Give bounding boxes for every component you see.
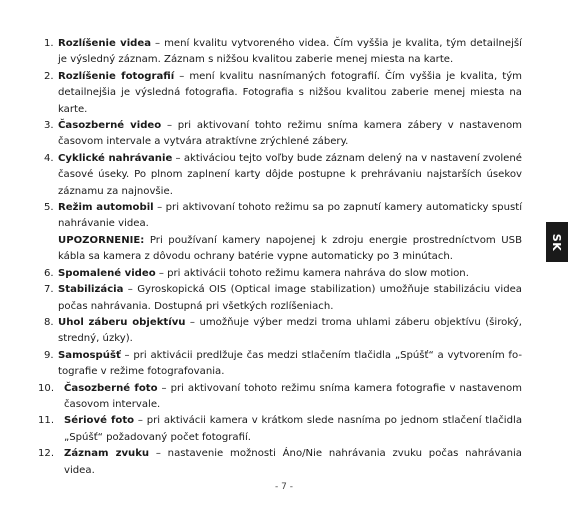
- warning-label: UPOZORNENIE:: [58, 234, 145, 246]
- item-term: Rozlíšenie videa: [58, 38, 152, 49]
- item-term: Režim automobil: [58, 202, 154, 214]
- item-term: Stabilizácia: [58, 284, 124, 296]
- item-number: 5.: [44, 202, 54, 214]
- list-item: [38, 413, 522, 446]
- item-description: – pri aktivovaní tohto režimu sníma kamera zábery v nastavenom časovom intervale a vytvára atraktívne zrýchlené zábery.: [58, 120, 522, 148]
- list-item: [44, 118, 522, 151]
- item-description: – umožňuje výber medzi troma uhlami záberu objektívu (široký, stredný, úzky).: [58, 316, 522, 345]
- item-number: 10.: [38, 382, 55, 394]
- list-item: [44, 36, 522, 69]
- list-item: [44, 266, 522, 282]
- list-item: [38, 446, 522, 479]
- item-number: 12.: [38, 448, 55, 460]
- list-item: [44, 315, 522, 348]
- item-term: Spomalené video: [58, 267, 156, 279]
- warning-text: Pri používaní kamery napojenej k zdroju energie prostredníctvom USB kábla sa kamera z dôvodu ochrany batérie vypne automaticky po 3 minútach.: [58, 234, 522, 263]
- page-number: - 7 -: [275, 482, 293, 492]
- item-description: – pri aktivovaní tohoto režimu sníma kamera fotografie v nastavenom časovom intervale.: [64, 382, 522, 410]
- list-item: [44, 69, 522, 118]
- item-number: 11.: [38, 415, 55, 427]
- item-number: 4.: [44, 152, 54, 164]
- item-description: – pri aktivácii tohoto režimu kamera nahráva do slow motion.: [155, 267, 469, 279]
- item-term: Časozberné foto: [64, 382, 158, 394]
- list-item: [44, 200, 522, 233]
- settings-list: [38, 36, 522, 479]
- item-number: 9.: [44, 349, 54, 361]
- item-number: 2.: [44, 70, 54, 82]
- item-term: Uhol záberu objektívu: [58, 316, 186, 328]
- item-number: 1.: [44, 38, 54, 49]
- list-item: [44, 348, 522, 381]
- item-description: – pri aktivácii predlžuje čas medzi stlačením tlačidla „Spúšť“ a vytvorením fo-tografie v režime fotografovania.: [58, 349, 522, 378]
- item-number: 3.: [44, 120, 54, 132]
- warning-note: [44, 233, 522, 266]
- item-number: 6.: [44, 267, 54, 279]
- item-description: – nastavenie možnosti Áno/Nie nahrávania zvuku počas nahrávania videa.: [64, 448, 522, 476]
- language-code: SK: [550, 233, 564, 251]
- item-term: Rozlíšenie fotografií: [58, 70, 175, 82]
- list-item: [44, 151, 522, 200]
- item-term: Záznam zvuku: [64, 448, 150, 460]
- item-term: Sériové foto: [64, 415, 135, 427]
- item-number: 7.: [44, 284, 54, 296]
- item-description: – pri aktivácii kamera v krátkom slede nasníma po jednom stlačení tlačidla „Spúšť“ požadovaný počet fotografií.: [64, 415, 522, 443]
- list-item: [44, 282, 522, 315]
- item-description: – aktiváciou tejto voľby bude záznam delený na v nastavení zvolené časové úseky. Po plnom zaplnení karty dôjde postupne k prehrávaniu najstarších úsekov záznamu za najnovšie.: [58, 152, 522, 197]
- list-item: [38, 381, 522, 414]
- item-description: – pri aktivovaní tohoto režimu sa po zapnutí kamery automaticky spustí nahrávanie videa.: [58, 202, 522, 230]
- item-description: – mení kvalitu vytvoreného videa. Čím vyššia je kvalita, tým detailnejší je výsledný záznam. Záznam s nižšou kvalitou zaberie menej miesta na karte.: [58, 38, 522, 66]
- item-number: 8.: [44, 316, 54, 328]
- item-description: – mení kvalitu nasnímaných fotografií. Čím vyššia je kvalita, tým detailnejšia je výsledná fotografia. Fotografia s nižšou kvalitou zaberie menej miesta na karte.: [58, 70, 522, 115]
- item-term: Cyklické nahrávanie: [58, 152, 173, 164]
- item-term: Samospúšť: [58, 349, 121, 361]
- item-description: – Gyroskopická OIS (Optical image stabilization) umožňuje stabilizáciu videa počas nahrávania. Dostupná pri všetkých rozlíšeniach.: [58, 284, 522, 312]
- item-term: Časozberné video: [58, 120, 162, 132]
- language-tab: [546, 222, 568, 262]
